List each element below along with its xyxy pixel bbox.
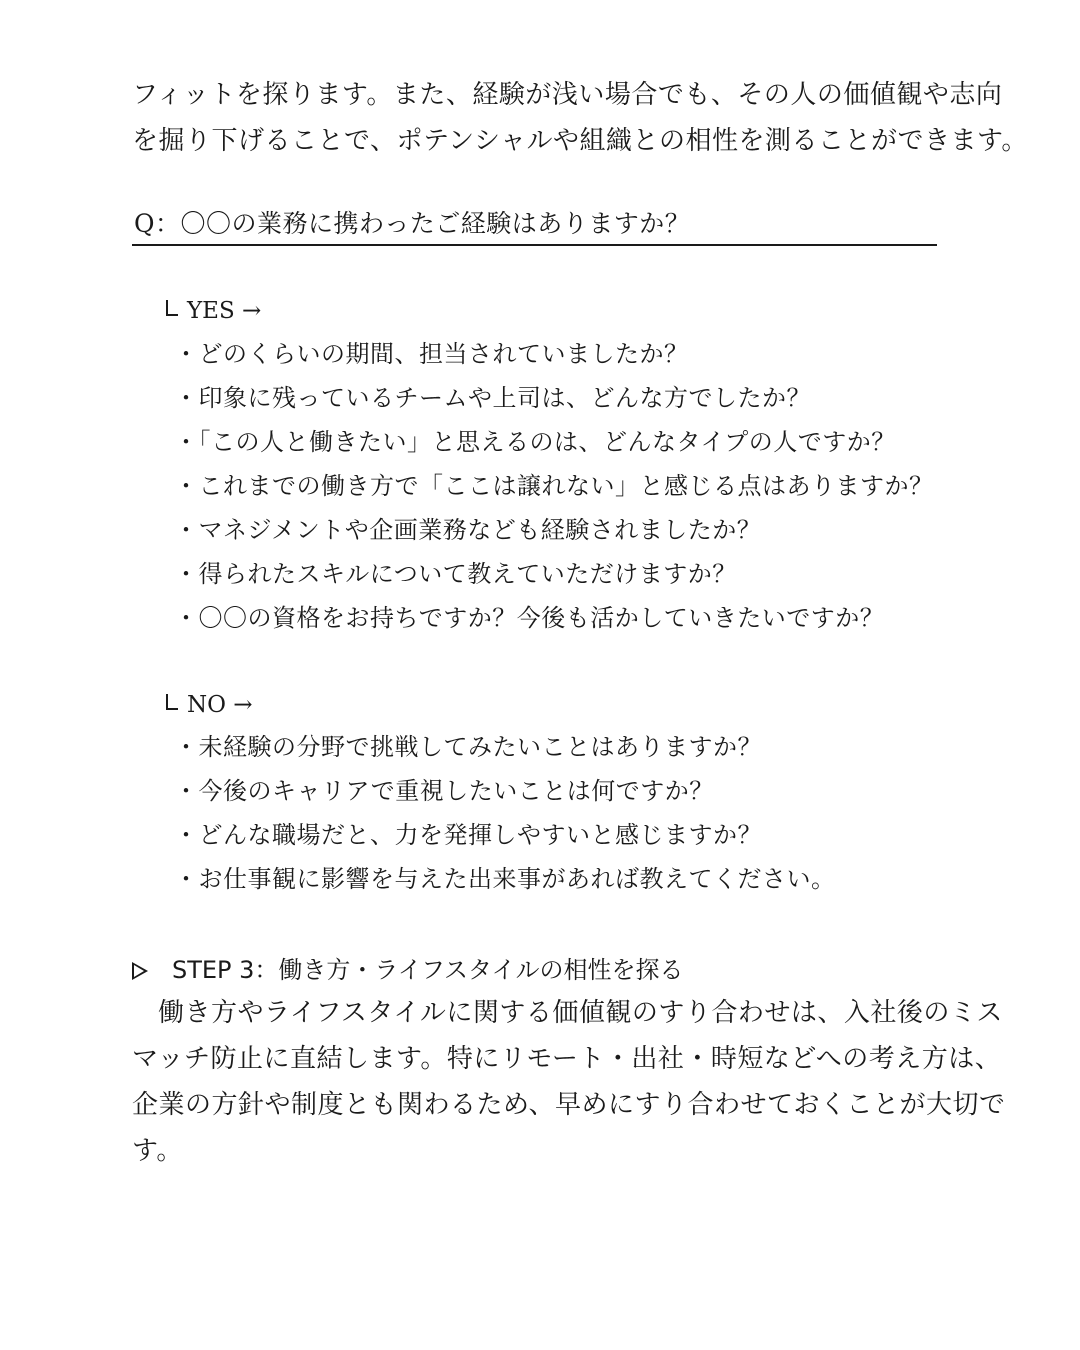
list-item: ・「この人と働きたい」と思えるのは、どんなタイプの人ですか？ (174, 428, 896, 456)
no-label-text: NO → (187, 692, 253, 718)
step3-heading (132, 950, 684, 990)
yes-question-list (174, 334, 934, 642)
branch-corner-icon (166, 694, 178, 710)
list-item: ・印象に残っているチームや上司は、どんな方でしたか？ (174, 384, 811, 412)
list-item: ・今後のキャリアで重視したいことは何ですか？ (174, 777, 714, 805)
intro-line: を掘り下げることで、ポテンシャルや組織との相性を測ることができます。 (132, 126, 1028, 156)
list-item: ・お仕事観に影響を与えた出来事があれば教えてください。 (174, 865, 836, 893)
no-question-list (174, 727, 836, 903)
list-item: ・どんな職場だと、力を発揮しやすいと感じますか？ (174, 821, 762, 849)
yes-label-text: YES → (187, 298, 262, 324)
branch-corner-icon (166, 300, 178, 316)
list-item: ・マネジメントや企画業務なども経験されましたか？ (174, 516, 762, 544)
step3-line: す。 (132, 1136, 183, 1166)
intro-line: フィットを探ります。また、経験が浅い場合でも、その人の価値観や志向 (132, 80, 1003, 110)
step3-paragraph (132, 990, 1006, 1174)
list-item: ・どのくらいの期間、担当されていましたか？ (174, 340, 689, 368)
no-branch-label (166, 688, 253, 722)
triangle-right-icon (132, 962, 148, 980)
list-item: ・得られたスキルについて教えていただけますか？ (174, 560, 737, 588)
intro-paragraph (132, 72, 1028, 164)
step3-line: マッチ防止に直結します。特にリモート・出社・時短などへの考え方は、 (132, 1044, 1002, 1074)
yes-branch-label (166, 294, 261, 328)
list-item: ・これまでの働き方で「ここは譲れない」と感じる点はありますか？ (174, 472, 934, 500)
step3-line: 企業の方針や制度とも関わるため、早めにすり合わせておくことが大切で (132, 1090, 1006, 1120)
list-item: ・未経験の分野で挑戦してみたいことはありますか？ (174, 733, 762, 761)
step3-heading-text: STEP 3：働き方・ライフスタイルの相性を探る (172, 956, 684, 984)
list-item: ・〇〇の資格をお持ちですか？今後も活かしていきたいですか？ (174, 604, 885, 632)
step3-line: 働き方やライフスタイルに関する価値観のすり合わせは、入社後のミス (158, 998, 1003, 1028)
question-heading: Q：〇〇の業務に携わったご経験はありますか？ (132, 204, 937, 246)
